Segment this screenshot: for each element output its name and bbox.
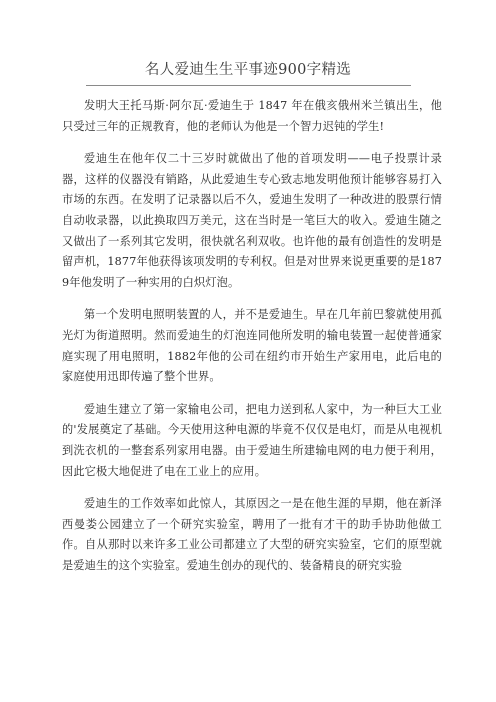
paragraph-3: 第一个发明电照明装置的人，并不是爱迪生。早在几年前巴黎就使用孤光灯为街道照明。然而爱迪生的灯泡连同他所发明的输电装置一起使普通家庭实现了用电照明，1882年他的公司在纽约市开始生产家用电，此后电的家庭使用迅即传遍了整个世界。 (62, 308, 442, 384)
paragraph-4: 爱迪生建立了第一家输电公司，把电力送到私人家中，为一种巨大工业的'发展奠定了基础。今天使用这种电源的毕竟不仅仅是电灯，而是从电视机到洗衣机的一整套系列家用电器。由于爱迪生所建输电网的电力便于利用，因此它极大地促进了电在工业上的应用。 (62, 402, 442, 478)
paragraph-5: 爱迪生的工作效率如此惊人，其原因之一是在他生涯的早期，他在新泽西曼娄公园建立了一个研究实验室，聘用了一批有才干的助手协助他做工作。自从那时以来许多工业公司都建立了大型的研究实验室，它们的原型就是爱迪生的这个实验室。爱迪生创办的现代的、装备精良的研究实验 (62, 497, 442, 572)
title-container (0, 58, 496, 86)
paragraph-2: 爱迪生在他年仅二十三岁时就做出了他的首项发明——电子投票计录器，这样的仪器没有销路，从此爱迪生专心致志地发明他预计能够容易打入市场的东西。在发明了记录器以后不久，爱迪生发明了一种改进的股票行情自动收录器，以此换取四万美元，这在当时是一笔巨大的收入。爱迪生随之又做出了一系列其它发明，很快就名利双收。也许他的最有创造性的发明是留声机，1877年他获得该项发明的专利权。但是对世界来说更重要的是1879年他发明了一种实用的白炽灯泡。 (62, 152, 442, 289)
paragraph-1: 发明大王托马斯·阿尔瓦·爱迪生于 1847 年在俄亥俄州米兰镇出生，他只受过三年的正规教育，他的老师认为他是一个智力迟钝的学生! (62, 99, 442, 133)
article-body (62, 96, 442, 588)
page-title: 名人爱迪生生平事迹900字精选 (86, 58, 411, 86)
